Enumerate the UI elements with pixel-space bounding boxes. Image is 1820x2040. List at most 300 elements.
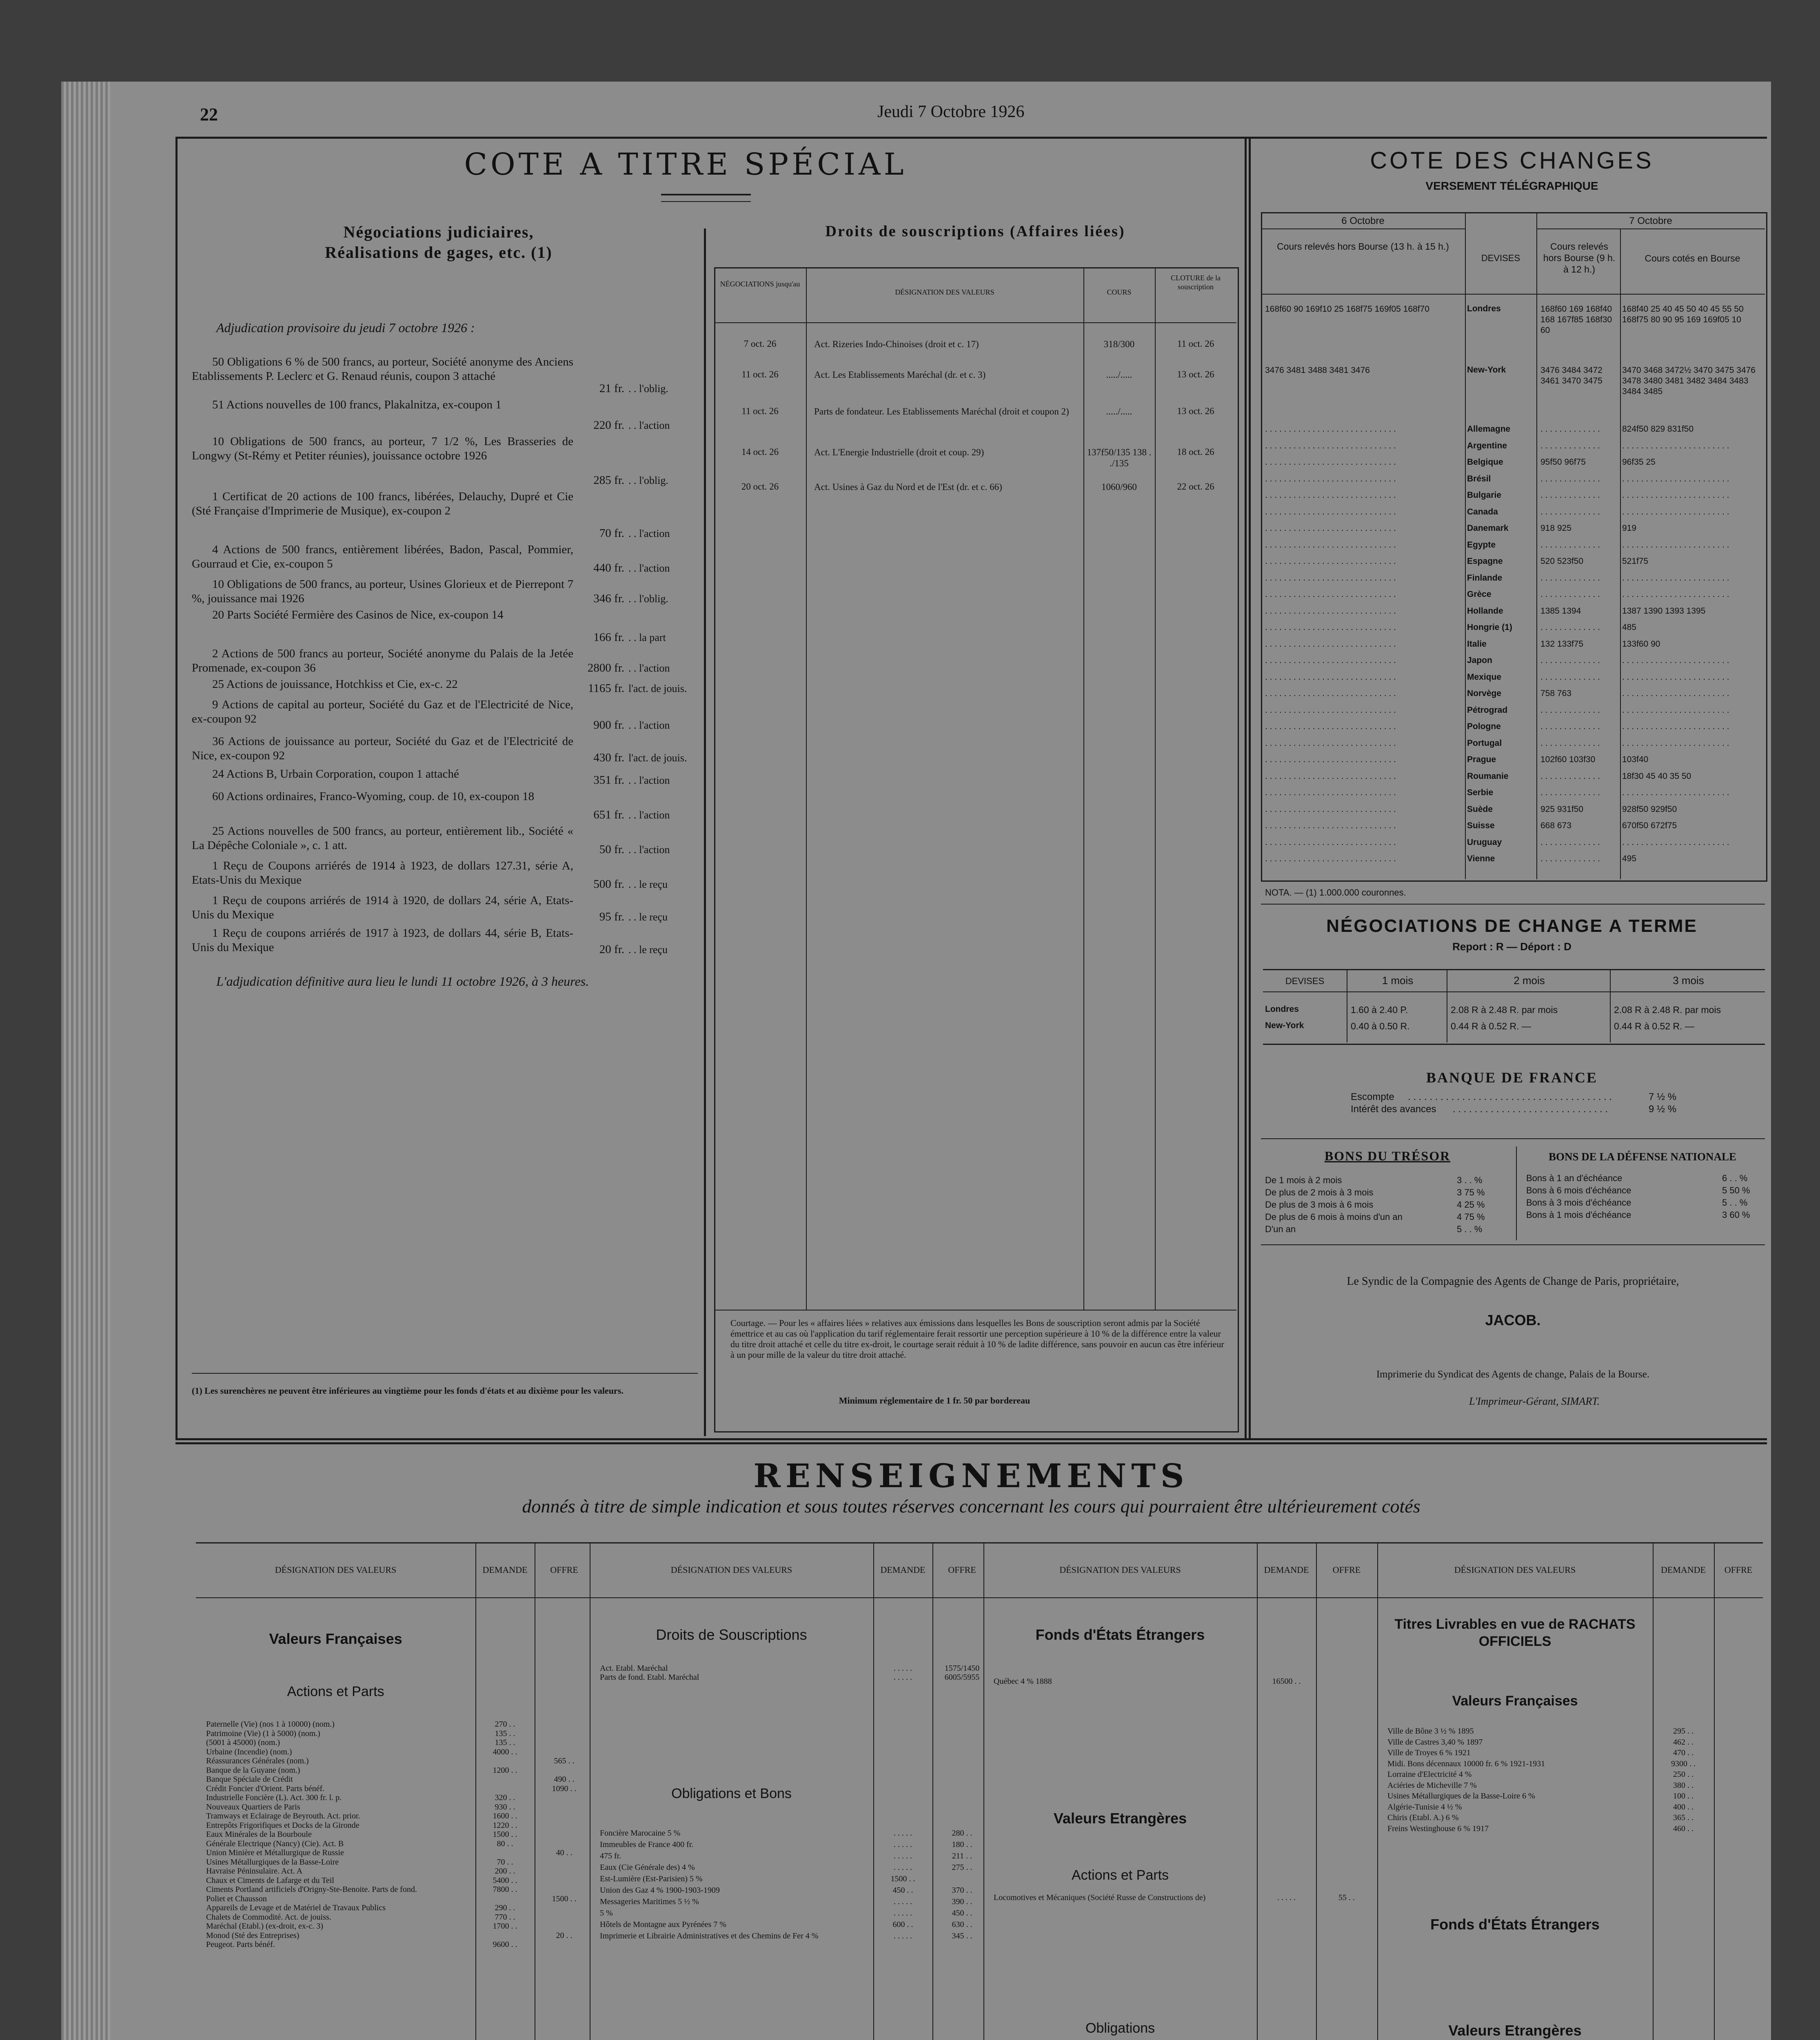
rens-header-demande: DEMANDE <box>880 1565 926 1575</box>
changes-devise: Espagne <box>1467 557 1503 566</box>
changes-prev-value: . . . . . . . . . . . . . . . . . . . . . . . . . . . . <box>1265 722 1396 731</box>
changes-prev-value: . . . . . . . . . . . . . . . . . . . . . . . . . . . . <box>1265 837 1396 847</box>
changes-header-devises: DEVISES <box>1481 253 1520 263</box>
rens-row-demande: 9300 . . <box>1671 1759 1696 1768</box>
rens-row-demande: . . . . . <box>894 1931 912 1940</box>
lot-unit: . . le reçu <box>628 944 668 956</box>
mid-rule <box>175 1438 1767 1440</box>
bons-tresor-rate: 3 . . % <box>1457 1175 1483 1185</box>
changes-devise: Danemark <box>1467 523 1509 533</box>
negociations-title: Négociations judiciaires, <box>343 223 534 241</box>
changes-bourse: . . . . . . . . . . . . . . . . . . . . . . . <box>1622 672 1729 682</box>
lot-description: 1 Reçu de coupons arriérés de 1914 à 1920, de dollars 24, série A, Etats-Unis du Mexique <box>192 894 573 921</box>
changes-hors-bourse: . . . . . . . . . . . . . <box>1540 672 1600 682</box>
changes-hors-bourse: 520 523f50 <box>1540 557 1584 566</box>
syndic-line: Le Syndic de la Compagnie des Agents de Change de Paris, propriétaire, <box>1347 1275 1679 1288</box>
rens-row-offre: 180 . . <box>952 1840 972 1849</box>
avances-leader: . . . . . . . . . . . . . . . . . . . . . . . . . . . . . <box>1453 1104 1608 1115</box>
terme-2mois: 2.08 R à 2.48 R. par mois <box>1451 1004 1558 1015</box>
changes-hors-bourse: . . . . . . . . . . . . . <box>1540 507 1600 517</box>
rens-row-name: Chaux et Ciments de Lafarge et du Teil <box>206 1876 334 1885</box>
changes-bourse: 928f50 929f50 <box>1622 804 1677 814</box>
changes-devise: Serbie <box>1467 788 1494 797</box>
rens-row-demande: . . . . . <box>894 1863 912 1872</box>
gerant-line: L'Imprimeur-Gérant, SIMART. <box>1469 1395 1600 1407</box>
lot-description: 50 Obligations 6 % de 500 francs, au porteur, Société anonyme des Anciens Etablissements P. Leclerc et G. Renaud réunis, coupon 3 attaché <box>192 355 573 383</box>
rens-row-name: Est-Lumière (Est-Parisien) 5 % <box>600 1874 703 1883</box>
changes-hors-bourse: . . . . . . . . . . . . . <box>1540 490 1600 500</box>
changes-col-rule <box>1536 212 1537 879</box>
mid-rule-2 <box>175 1442 1767 1444</box>
rens-row-name: Tramways et Eclairage de Beyrouth. Act. prior. <box>206 1812 360 1820</box>
droits-row-cloture: 13 oct. 26 <box>1177 406 1214 416</box>
rens-row-name: Ville de Bône 3 ½ % 1895 <box>1387 1727 1474 1736</box>
rens-section-heading: Obligations et Bons <box>671 1786 792 1801</box>
changes-bourse: . . . . . . . . . . . . . . . . . . . . . . . <box>1622 738 1729 748</box>
changes-bourse: . . . . . . . . . . . . . . . . . . . . . . . <box>1622 722 1729 731</box>
lot-unit: . . l'oblig. <box>628 383 668 395</box>
bons-tresor-rate: 3 75 % <box>1457 1187 1485 1197</box>
droits-row-date: 11 oct. 26 <box>741 369 779 379</box>
rens-row-name: Messageries Maritimes 5 ½ % <box>600 1897 699 1906</box>
rens-row-demande: . . . . . <box>894 1909 912 1918</box>
lot-description: 2 Actions de 500 francs au porteur, Société anonyme du Palais de la Jetée Promenade, ex-coupon 36 <box>192 647 573 674</box>
changes-7oct: 7 Octobre <box>1629 215 1672 226</box>
rens-row-name: Patrimoine (Vie) (1 à 5000) (nom.) <box>206 1729 320 1738</box>
rens-row-name: Paternelle (Vie) (nos 1 à 10000) (nom.) <box>206 1720 335 1729</box>
lot-price: 50 fr. <box>599 843 624 856</box>
rens-header-designation: DÉSIGNATION DES VALEURS <box>1454 1565 1576 1575</box>
terme-col-rule <box>1610 969 1611 1042</box>
cote-special-title: COTE A TITRE SPÉCIAL <box>464 147 907 182</box>
changes-col-rule <box>1620 228 1621 879</box>
changes-hors-bourse: 918 925 <box>1540 523 1571 533</box>
changes-devise: Mexique <box>1467 672 1502 682</box>
rens-row-name: Usines Métallurgiques de la Basse-Loire <box>206 1857 339 1867</box>
rens-row-demande: 380 . . <box>1673 1781 1693 1790</box>
rens-section-heading: Actions et Parts <box>287 1684 384 1699</box>
rens-section-heading: Valeurs Etrangères <box>1053 1810 1187 1827</box>
rens-section-heading: Fonds d'États Étrangers <box>1430 1916 1600 1933</box>
changes-hors-bourse: . . . . . . . . . . . . . <box>1540 722 1600 731</box>
changes-devise: Pétrograd <box>1467 705 1508 715</box>
changes-hors-bourse: 102f60 103f30 <box>1540 755 1596 764</box>
changes-prev-value: . . . . . . . . . . . . . . . . . . . . . . . . . . . . <box>1265 457 1396 467</box>
changes-devise: Norvège <box>1467 689 1502 698</box>
bons-defense-rate: 5 . . % <box>1722 1197 1748 1208</box>
rens-row-name: Aciéries de Micheville 7 % <box>1387 1781 1477 1790</box>
lot-description: 4 Actions de 500 francs, entièrement libérées, Badon, Pascal, Pommier, Gourraud et Cie, ex-coupon 5 <box>192 543 573 570</box>
rens-row-name: Peugeot. Parts bénéf. <box>206 1940 275 1949</box>
lot-price: 95 fr. <box>599 910 624 923</box>
droits-header-cours: COURS <box>1107 288 1132 296</box>
rens-row-name: Poliet et Chausson <box>206 1894 267 1903</box>
lot-unit: . . l'action <box>628 809 670 821</box>
rens-header-offre: OFFRE <box>550 1565 578 1575</box>
droits-row-name: Act. Rizeries Indo-Chinoises (droit et c. 17) <box>814 339 979 349</box>
changes-prev-value: . . . . . . . . . . . . . . . . . . . . . . . . . . . . <box>1265 854 1396 863</box>
lot-description: 25 Actions de jouissance, Hotchkiss et Cie, ex-c. 22 <box>212 678 458 691</box>
changes-hors-bourse: . . . . . . . . . . . . . <box>1540 854 1600 863</box>
changes-hors-bourse: . . . . . . . . . . . . . <box>1540 540 1600 550</box>
changes-hors-bourse: 1385 1394 <box>1540 606 1581 616</box>
changes-bourse: 96f35 25 <box>1622 457 1656 467</box>
terme-devise: Londres <box>1265 1004 1299 1014</box>
rens-row-name: Monod (Sté des Entreprises) <box>206 1931 300 1940</box>
changes-bourse: 824f50 829 831f50 <box>1622 424 1694 434</box>
rens-row-demande: 1600 . . <box>493 1812 517 1820</box>
rens-header-demande: DEMANDE <box>1264 1565 1309 1575</box>
rens-row-offre: 490 . . <box>554 1775 575 1784</box>
rens-row-name: Parts de fond. Etabl. Maréchal <box>600 1673 699 1682</box>
changes-header-rule <box>1261 294 1765 295</box>
rens-row-demande: . . . . . <box>894 1897 912 1906</box>
changes-nota: NOTA. — (1) 1.000.000 couronnes. <box>1265 887 1406 898</box>
rens-row-offre: 55 . . <box>1338 1893 1355 1902</box>
rens-row-name: 5 % <box>600 1909 613 1918</box>
changes-hors-bourse: . . . . . . . . . . . . . <box>1540 771 1600 781</box>
renseignements-col-rule <box>1316 1542 1317 2040</box>
rens-row-demande: . . . . . <box>894 1664 912 1673</box>
rens-row-demande: . . . . . <box>894 1673 912 1682</box>
lot-description: 36 Actions de jouissance au porteur, Société du Gaz et de l'Electricité de Nice, ex-coupon 92 <box>192 735 573 762</box>
bons-tresor-title: BONS DU TRÉSOR <box>1324 1149 1451 1163</box>
lot-unit: . . l'action <box>628 419 670 431</box>
lot-description: 1 Reçu de coupons arriérés de 1917 à 1923, de dollars 44, série B, Etats-Unis du Mexique <box>192 927 573 954</box>
rens-row-name: 475 fr. <box>600 1852 621 1860</box>
changes-bourse: . . . . . . . . . . . . . . . . . . . . . . . <box>1622 788 1729 797</box>
rens-row-name: Union des Gaz 4 % 1900-1903-1909 <box>600 1886 720 1895</box>
rens-row-demande: . . . . . <box>1277 1893 1296 1902</box>
rens-row-demande: 4000 . . <box>493 1747 517 1756</box>
lot-price: 166 fr. <box>593 631 624 644</box>
rens-row-demande: . . . . . <box>894 1852 912 1860</box>
terme-subtitle: Report : R — Déport : D <box>1452 940 1571 953</box>
lot-price: 220 fr. <box>593 419 624 432</box>
lot-unit: . . l'action <box>628 719 670 731</box>
rens-row-name: Usines Métallurgiques de la Basse-Loire 6 % <box>1387 1792 1535 1801</box>
changes-hors-bourse: 132 133f75 <box>1540 639 1584 649</box>
rens-row-name: Réassurances Générales (nom.) <box>206 1756 309 1765</box>
bound-volume-edge <box>61 82 110 2040</box>
lot-price: 285 fr. <box>593 474 624 487</box>
renseignements-col-rule <box>983 1542 984 2040</box>
changes-bourse: 3470 3468 3472½ 3470 3475 3476 3478 3480 3481 3482 3484 3483 3484 3485 <box>1622 366 1756 396</box>
changes-bourse: 670f50 672f75 <box>1622 821 1677 830</box>
changes-devise: Uruguay <box>1467 837 1502 847</box>
bons-defense-title: BONS DE LA DÉFENSE NATIONALE <box>1548 1151 1737 1163</box>
rens-row-name: Ville de Castres 3,40 % 1897 <box>1387 1737 1483 1747</box>
rens-row-offre: 1090 . . <box>552 1784 577 1793</box>
rens-row-demande: 1500 . . <box>493 1830 517 1839</box>
rens-row-name: Lorraine d'Electricité 4 % <box>1387 1770 1472 1779</box>
rens-row-demande: 200 . . <box>495 1867 515 1876</box>
rens-row-offre: 20 . . <box>556 1931 573 1940</box>
rens-row-name: Maréchal (Etabl.) (ex-droit, ex-c. 3) <box>206 1922 324 1931</box>
rens-row-demande: 1500 . . <box>890 1874 915 1883</box>
changes-hors-bourse: 168f60 169 168f40 168 167f85 168f30 60 <box>1540 304 1612 335</box>
changes-prev-value: . . . . . . . . . . . . . . . . . . . . . . . . . . . . <box>1265 804 1396 814</box>
rens-row-name: Hôtels de Montagne aux Pyrénées 7 % <box>600 1920 726 1929</box>
lot-description: 10 Obligations de 500 francs, au porteur, Usines Glorieux et de Pierrepont 7 %, jouissance mai 1926 <box>192 578 573 605</box>
droits-row-name: Act. Les Etablissements Maréchal (dr. et c. 3) <box>814 370 986 380</box>
rens-header-offre: OFFRE <box>1332 1565 1361 1575</box>
rens-row-offre: 1575/1450 <box>944 1664 980 1673</box>
page-date: Jeudi 7 Octobre 1926 <box>877 102 1025 121</box>
changes-devise: Belgique <box>1467 457 1503 467</box>
lot-price: 1165 fr. <box>588 682 624 695</box>
changes-bourse: . . . . . . . . . . . . . . . . . . . . . . . <box>1622 490 1729 500</box>
lot-price: 440 fr. <box>593 561 624 574</box>
rens-row-name: Act. Etabl. Maréchal <box>600 1664 668 1673</box>
droits-header-designation: DÉSIGNATION DES VALEURS <box>895 288 994 296</box>
changes-hors-bourse: . . . . . . . . . . . . . <box>1540 837 1600 847</box>
droits-row-cours: ...../..... <box>1106 370 1132 380</box>
changes-prev-value: . . . . . . . . . . . . . . . . . . . . . . . . . . . . <box>1265 490 1396 500</box>
title-ornament <box>661 194 751 202</box>
changes-prev-value: . . . . . . . . . . . . . . . . . . . . . . . . . . . . <box>1265 424 1396 434</box>
footnote: (1) Les surenchères ne peuvent être inférieures au vingtième pour les fonds d'états et au dixième pour les valeurs. <box>192 1386 624 1396</box>
rens-header-designation: DÉSIGNATION DES VALEURS <box>275 1565 397 1575</box>
changes-hors-bourse: . . . . . . . . . . . . . <box>1540 623 1600 632</box>
lot-unit: . . l'oblig. <box>628 475 668 486</box>
changes-hors-bourse: . . . . . . . . . . . . . <box>1540 573 1600 583</box>
droits-row-cloture: 13 oct. 26 <box>1177 369 1214 379</box>
changes-devise: Egypte <box>1467 540 1496 550</box>
bons-tresor-label: De plus de 3 mois à 6 mois <box>1265 1200 1374 1210</box>
rens-row-offre: 630 . . <box>952 1920 972 1929</box>
changes-devise: Allemagne <box>1467 424 1511 434</box>
rens-row-offre: 390 . . <box>952 1897 972 1906</box>
rens-row-demande: 135 . . <box>495 1738 515 1747</box>
changes-devise: Vienne <box>1467 854 1495 863</box>
changes-prev-value: 168f60 90 169f10 25 168f75 169f05 168f70 <box>1265 304 1429 314</box>
lot-unit: . . l'action <box>628 528 670 539</box>
changes-prev-value: . . . . . . . . . . . . . . . . . . . . . . . . . . . . <box>1265 606 1396 616</box>
lot-price: 2800 fr. <box>587 661 624 674</box>
avances-label: Intérêt des avances <box>1351 1104 1436 1115</box>
rens-row-demande: 365 . . <box>1673 1813 1693 1822</box>
lot-price: 351 fr. <box>593 774 624 787</box>
bons-tresor-rate: 5 . . % <box>1457 1224 1483 1234</box>
rens-row-demande: . . . . . <box>894 1829 912 1838</box>
changes-6oct: 6 Octobre <box>1341 215 1385 226</box>
changes-devise: Prague <box>1467 755 1496 764</box>
adjudication-definitive: L'adjudication définitive aura lieu le lundi 11 octobre 1926, à 3 heures. <box>216 974 589 989</box>
rens-row-name: Nouveaux Quartiers de Paris <box>206 1802 300 1812</box>
droits-row-cours: 1060/960 <box>1101 482 1137 492</box>
rens-row-demande: 5400 . . <box>493 1876 517 1885</box>
changes-devise: Suisse <box>1467 821 1495 830</box>
droits-row-cloture: 22 oct. 26 <box>1177 481 1214 492</box>
rens-row-demande: 1220 . . <box>493 1820 517 1830</box>
terme-1mois: 1.60 à 2.40 P. <box>1351 1004 1408 1015</box>
changes-bourse: . . . . . . . . . . . . . . . . . . . . . . . <box>1622 573 1729 583</box>
top-rule <box>175 137 1767 139</box>
center-rule <box>1245 137 1247 1440</box>
lot-description: 51 Actions nouvelles de 100 francs, Plakalnitza, ex-coupon 1 <box>212 398 502 411</box>
changes-devise: Roumanie <box>1467 771 1509 781</box>
rens-row-name: Chiris (Etabl. A.) 6 % <box>1387 1813 1459 1822</box>
rens-row-name: Eaux Minérales de la Bourboule <box>206 1830 312 1839</box>
bons-defense-rate: 6 . . % <box>1722 1173 1748 1183</box>
changes-devise: Hongrie (1) <box>1467 623 1512 632</box>
droits-row-date: 7 oct. 26 <box>744 339 777 349</box>
lot-price: 70 fr. <box>599 527 624 540</box>
rens-row-offre: 275 . . <box>952 1863 972 1872</box>
lot-description: 25 Actions nouvelles de 500 francs, au porteur, entièrement lib., Société « La Dépêche Coloniale », c. 1 att. <box>192 825 573 852</box>
rens-row-demande: 290 . . <box>495 1903 515 1912</box>
lot-price: 346 fr. <box>593 592 624 605</box>
footnote-rule <box>192 1373 698 1374</box>
bons-top-rule <box>1261 1138 1765 1139</box>
rens-row-demande: 250 . . <box>1673 1770 1693 1779</box>
renseignements-col-rule <box>1653 1542 1654 2040</box>
terme-3mois: 2.08 R à 2.48 R. par mois <box>1614 1004 1721 1015</box>
rens-row-demande: 460 . . <box>1673 1824 1693 1833</box>
page-number: 22 <box>200 104 218 124</box>
renseignements-col-rule <box>475 1542 476 2040</box>
changes-bourse: 103f40 <box>1622 755 1649 764</box>
rens-row-name: Crédit Foncier d'Orient. Parts bénéf. <box>206 1784 325 1793</box>
escompte-label: Escompte <box>1351 1091 1394 1102</box>
droits-row-cours: ...../..... <box>1106 406 1132 417</box>
changes-prev-value: . . . . . . . . . . . . . . . . . . . . . . . . . . . . <box>1265 474 1396 483</box>
rens-row-offre: 211 . . <box>952 1852 972 1860</box>
escompte-rate: 7 ½ % <box>1649 1091 1677 1102</box>
changes-bottom-rule <box>1261 904 1765 905</box>
changes-hors-bourse: . . . . . . . . . . . . . <box>1540 738 1600 748</box>
rens-row-demande: 1700 . . <box>493 1922 517 1931</box>
rens-row-offre: 345 . . <box>952 1931 972 1940</box>
changes-hors-bourse: 3476 3484 3472 3461 3470 3475 <box>1540 366 1602 386</box>
changes-devise: Brésil <box>1467 474 1491 483</box>
rens-row-name: Québec 4 % 1888 <box>994 1677 1052 1686</box>
terme-2mois: 0.44 R à 0.52 R. — <box>1451 1021 1531 1031</box>
changes-bourse: . . . . . . . . . . . . . . . . . . . . . . . <box>1622 837 1729 847</box>
rens-row-name: Banque de la Guyane (nom.) <box>206 1765 300 1775</box>
rens-section-heading: Actions et Parts <box>1071 1867 1169 1883</box>
rens-row-offre: 370 . . <box>952 1886 972 1895</box>
renseignements-subtitle: donnés à titre de simple indication et sous toutes réserves concernant les cours qui pourraient être ultérieurement cotés <box>522 1496 1420 1517</box>
changes-prev-value: . . . . . . . . . . . . . . . . . . . . . . . . . . . . <box>1265 557 1396 566</box>
changes-devise: Bulgarie <box>1467 490 1502 500</box>
terme-devise: New-York <box>1265 1021 1304 1030</box>
lot-price: 651 fr. <box>593 808 624 821</box>
lot-description: 60 Actions ordinaires, Franco-Wyoming, coup. de 10, ex-coupon 18 <box>212 790 535 803</box>
rens-row-name: Chalets de Commodité. Act. de jouiss. <box>206 1912 331 1922</box>
rens-row-name: Banque Spéciale de Crédit <box>206 1775 293 1784</box>
changes-title: COTE DES CHANGES <box>1370 147 1654 174</box>
rens-header-offre: OFFRE <box>948 1565 976 1575</box>
rens-row-offre: 1500 . . <box>552 1894 577 1903</box>
rens-row-name: Immeubles de France 400 fr. <box>600 1840 694 1849</box>
rens-row-demande: 470 . . <box>1673 1748 1693 1757</box>
rens-row-name: Industrielle Foncière (L). Act. 300 fr. l. p. <box>206 1793 342 1802</box>
changes-prev-value: . . . . . . . . . . . . . . . . . . . . . . . . . . . . <box>1265 755 1396 764</box>
changes-bourse: 521f75 <box>1622 557 1649 566</box>
banque-title: BANQUE DE FRANCE <box>1426 1069 1598 1086</box>
lot-description: 1 Reçu de Coupons arriérés de 1914 à 1923, de dollars 127.31, série A, Etats-Unis du Mexique <box>192 859 573 887</box>
terme-h-3mois: 3 mois <box>1673 974 1704 987</box>
minimum-note: Minimum réglementaire de 1 fr. 50 par bordereau <box>839 1395 1030 1406</box>
lot-unit: l'act. de jouis. <box>628 752 687 764</box>
center-rule-2 <box>1249 137 1251 1440</box>
rens-row-demande: 7800 . . <box>493 1885 517 1894</box>
lot-unit: . . le reçu <box>628 878 668 890</box>
bons-bottom-rule <box>1261 1244 1765 1245</box>
changes-bourse: . . . . . . . . . . . . . . . . . . . . . . . <box>1622 705 1729 715</box>
rens-row-demande: 462 . . <box>1673 1737 1693 1747</box>
rens-section-heading: Valeurs Etrangères <box>1448 2022 1582 2039</box>
droits-table-frame <box>714 267 1239 1432</box>
changes-hors-bourse: 95f50 96f75 <box>1540 457 1586 467</box>
droits-header-rule <box>714 322 1236 323</box>
rens-section-heading: Valeurs Françaises <box>1452 1693 1578 1709</box>
rens-row-name: Union Minière et Métallurgique de Russie <box>206 1848 344 1857</box>
changes-subtitle: VERSEMENT TÉLÉGRAPHIQUE <box>1425 180 1598 192</box>
changes-hors-bourse: . . . . . . . . . . . . . <box>1540 474 1600 483</box>
lot-description: 20 Parts Société Fermière des Casinos de Nice, ex-coupon 14 <box>212 608 504 621</box>
changes-prev-value: . . . . . . . . . . . . . . . . . . . . . . . . . . . . <box>1265 738 1396 748</box>
changes-devise: Londres <box>1467 304 1501 313</box>
rens-row-offre: 6005/5955 <box>944 1673 980 1682</box>
changes-hors-bourse: . . . . . . . . . . . . . <box>1540 788 1600 797</box>
changes-devise: Argentine <box>1467 441 1507 450</box>
droits-col-rule <box>806 267 807 1310</box>
droits-row-cloture: 11 oct. 26 <box>1177 339 1214 349</box>
renseignements-header-rule <box>196 1597 1763 1598</box>
renseignements-title: RENSEIGNEMENTS <box>753 1457 1189 1495</box>
changes-prev-value: . . . . . . . . . . . . . . . . . . . . . . . . . . . . <box>1265 639 1396 649</box>
droits-row-name: Act. L'Energie Industrielle (droit et coup. 29) <box>814 447 984 457</box>
droits-col-rule <box>1155 267 1156 1310</box>
rens-row-demande: 295 . . <box>1673 1727 1693 1736</box>
lot-unit: . . le reçu <box>628 911 668 923</box>
rens-row-name: Ciments Portland artificiels d'Origny-Ste-Benoite. Parts de fond. <box>206 1885 417 1894</box>
changes-bourse: . . . . . . . . . . . . . . . . . . . . . . . <box>1622 689 1729 698</box>
changes-devise: New-York <box>1467 365 1506 375</box>
bons-tresor-label: De plus de 6 mois à moins d'un an <box>1265 1212 1403 1222</box>
rens-row-demande: 400 . . <box>1673 1802 1693 1812</box>
renseignements-col-rule <box>1257 1542 1258 2040</box>
rens-section-heading: Valeurs Françaises <box>269 1630 402 1647</box>
terme-1mois: 0.40 à 0.50 R. <box>1351 1021 1410 1031</box>
lot-description: 9 Actions de capital au porteur, Société du Gaz et de l'Electricité de Nice, ex-coupon 92 <box>192 698 573 725</box>
rens-row-demande: 270 . . <box>495 1720 515 1729</box>
droits-row-date: 14 oct. 26 <box>741 447 779 457</box>
lot-price: 900 fr. <box>593 718 624 732</box>
rens-row-name: Locomotives et Mécaniques (Société Russe de Constructions de) <box>994 1893 1206 1902</box>
changes-devise: Hollande <box>1467 606 1503 616</box>
renseignements-col-rule <box>932 1542 933 2040</box>
changes-devise: Pologne <box>1467 722 1501 731</box>
lot-unit: . . l'action <box>628 662 670 674</box>
terme-3mois: 0.44 R à 0.52 R. — <box>1614 1021 1694 1031</box>
bons-defense-label: Bons à 3 mois d'échéance <box>1526 1197 1631 1208</box>
lot-price: 20 fr. <box>599 943 624 956</box>
terme-h-2mois: 2 mois <box>1514 974 1545 987</box>
changes-prev-value: . . . . . . . . . . . . . . . . . . . . . . . . . . . . <box>1265 507 1396 517</box>
lot-description: 10 Obligations de 500 francs, au porteur, 7 1/2 %, Les Brasseries de Longwy (St-Rémy et Petiter réunies), jouissance octobre 1926 <box>192 435 573 462</box>
droits-row-date: 20 oct. 26 <box>741 481 779 492</box>
rens-row-offre: 40 . . <box>556 1848 573 1857</box>
lot-description: 24 Actions B, Urbain Corporation, coupon 1 attaché <box>212 767 459 781</box>
rens-row-demande: 70 . . <box>497 1857 513 1867</box>
changes-hors-bourse: . . . . . . . . . . . . . <box>1540 424 1600 434</box>
droits-header-date: NÉGOCIATIONS jusqu'au <box>720 280 800 288</box>
bons-tresor-rate: 4 75 % <box>1457 1212 1485 1222</box>
